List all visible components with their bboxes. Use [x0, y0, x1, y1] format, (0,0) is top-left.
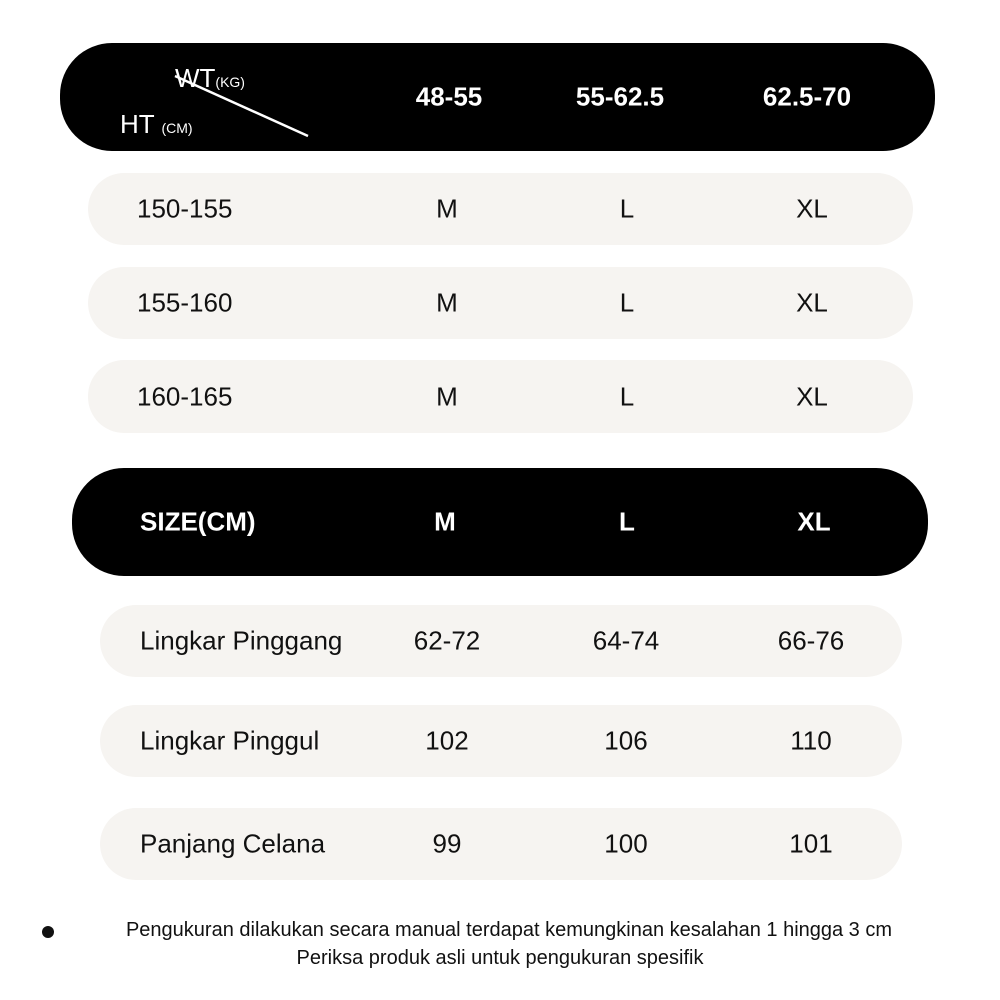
column-header: 55-62.5	[575, 81, 665, 112]
cell: 102	[425, 725, 469, 756]
row-label: Panjang Celana	[140, 828, 326, 859]
table-row	[88, 360, 913, 433]
cell: XL	[796, 193, 828, 224]
height-label	[120, 109, 193, 140]
cell: M	[436, 381, 458, 411]
table-row	[100, 605, 902, 677]
column-header: 62.5-70	[762, 81, 852, 112]
footnote-line-1: Pengukuran dilakukan secara manual terdapat kemungkinan kesalahan 1 hingga 3 cm	[125, 919, 893, 941]
table2-header	[72, 468, 928, 576]
cell: 64-74	[592, 625, 660, 656]
row-label: Lingkar Pinggul	[140, 725, 320, 756]
row-label: Lingkar Pinggang	[140, 625, 343, 656]
weight-label	[175, 63, 245, 94]
row-label: 150-155	[137, 193, 233, 224]
table-row	[88, 267, 913, 339]
row-label: 155-160	[137, 287, 233, 318]
cell: L	[619, 287, 635, 318]
table1-header	[60, 43, 935, 151]
ht-unit: (CM)	[161, 120, 193, 136]
cell: 100	[604, 828, 648, 859]
cell: 110	[790, 725, 832, 756]
column-header: L	[619, 506, 635, 537]
cell: L	[619, 193, 635, 224]
row-label: 160-165	[137, 381, 233, 411]
cell: 106	[604, 725, 648, 756]
size-header: SIZE(CM)	[140, 506, 256, 537]
table-row	[100, 808, 902, 880]
wt-text: WT	[175, 63, 216, 93]
cell: XL	[796, 381, 828, 411]
column-header: 48-55	[415, 81, 483, 112]
diagonal-divider-icon	[60, 43, 360, 151]
cell: 66-76	[777, 625, 845, 656]
cell: M	[436, 287, 458, 318]
cell: 101	[789, 828, 833, 859]
table-row	[88, 173, 913, 245]
wt-unit: (KG)	[215, 74, 245, 90]
table-row	[100, 705, 902, 777]
cell: M	[436, 193, 458, 224]
cell: XL	[796, 287, 828, 318]
ht-text: HT	[120, 109, 155, 139]
cell: 99	[432, 828, 462, 859]
cell: 62-72	[413, 625, 481, 656]
column-header: M	[434, 506, 456, 537]
cell: L	[619, 381, 635, 411]
footnote-line-2: Periksa produk asli untuk pengukuran spesifik	[296, 947, 704, 969]
column-header: XL	[797, 506, 831, 537]
